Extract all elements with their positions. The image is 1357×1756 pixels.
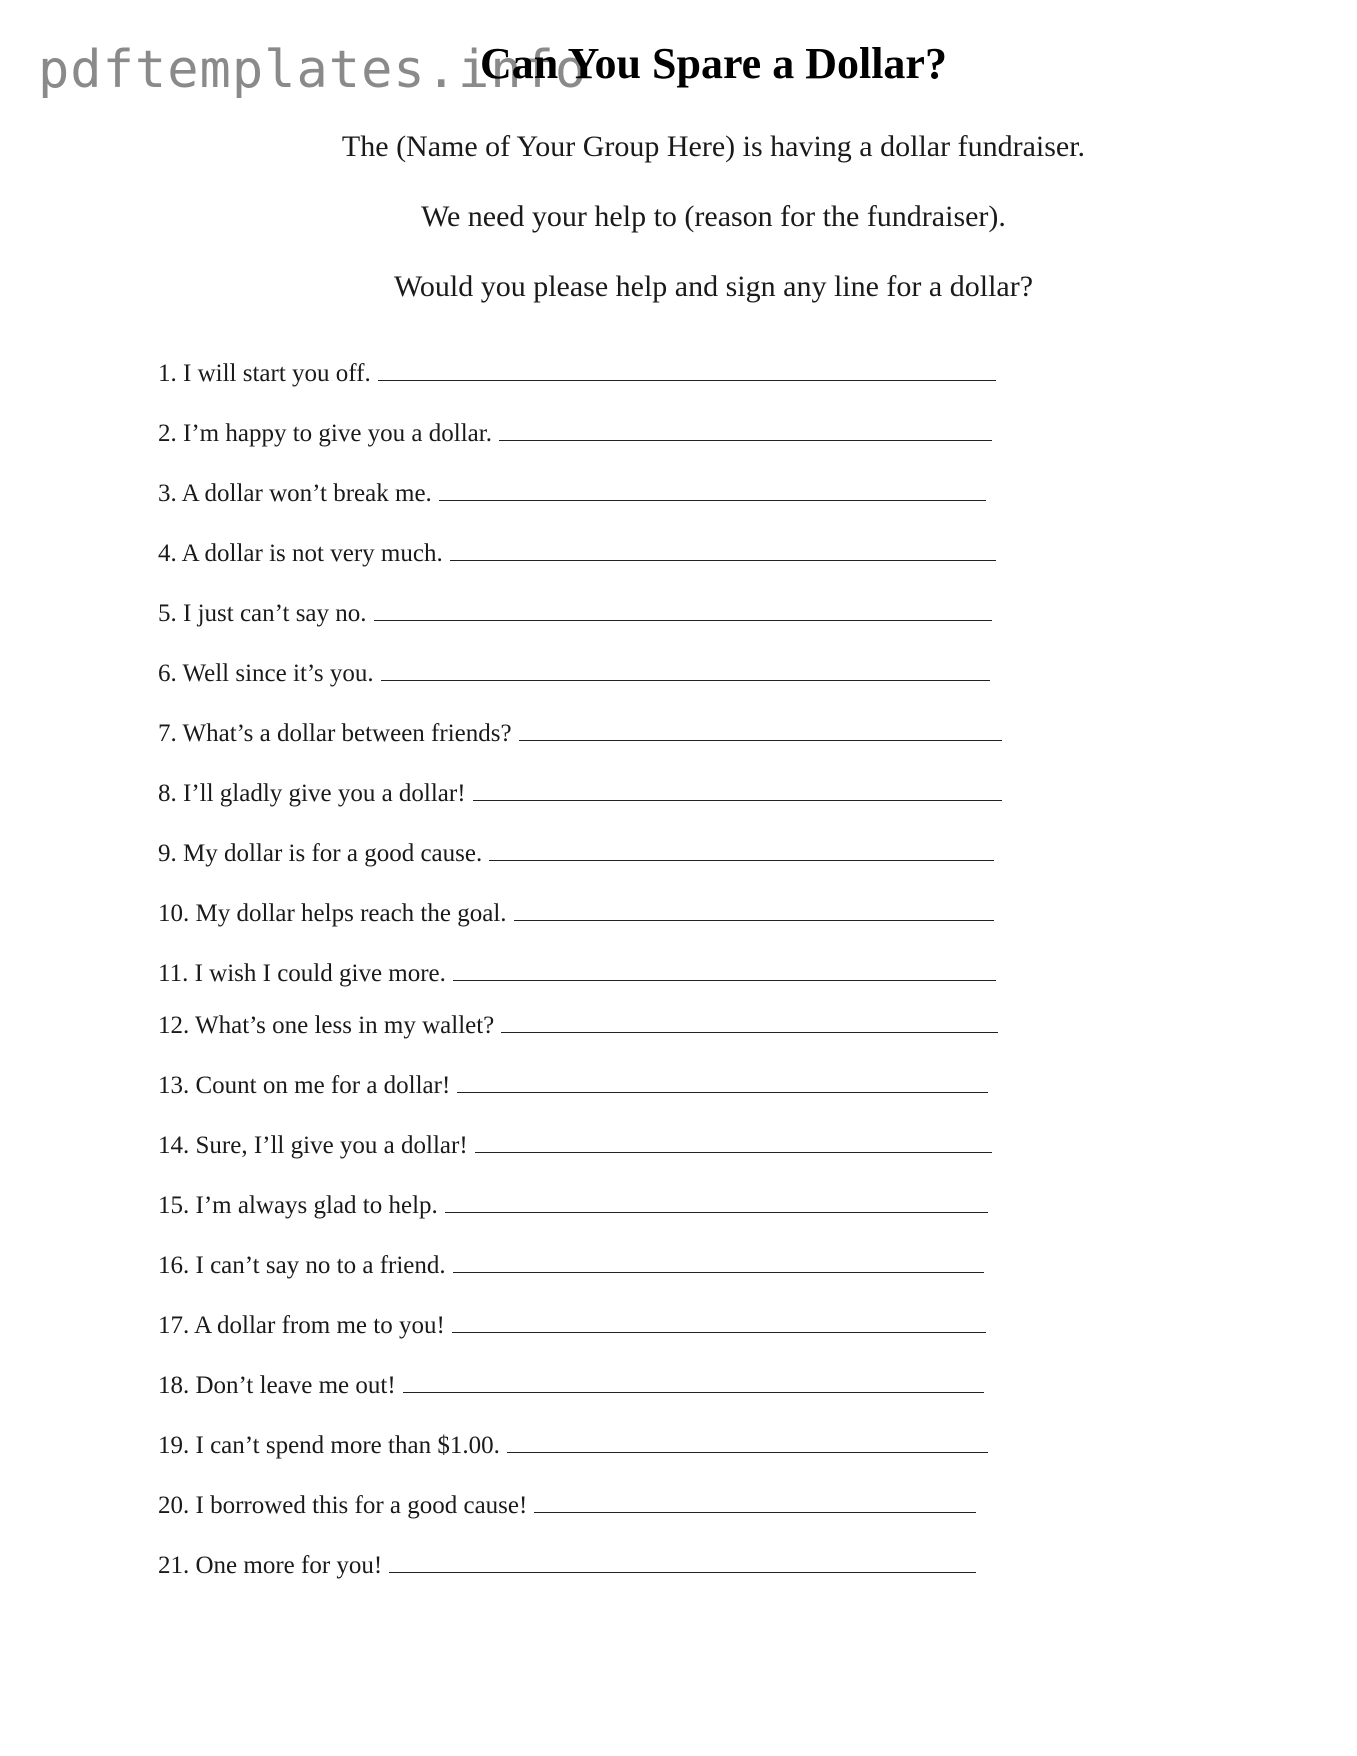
signature-line-label: 11. I wish I could give more.: [158, 960, 446, 987]
signature-blank[interactable]: [453, 979, 996, 981]
signature-line: [158, 1492, 976, 1520]
signature-line-label: 10. My dollar helps reach the goal.: [158, 900, 507, 927]
intro-text: [0, 112, 1357, 322]
signature-line: [158, 540, 996, 568]
signature-line: [158, 1072, 988, 1100]
watermark: pdftemplates.info: [38, 40, 588, 100]
signature-blank[interactable]: [403, 1391, 984, 1393]
signature-blank[interactable]: [501, 1031, 998, 1033]
signature-line: [158, 1552, 976, 1580]
signature-blank[interactable]: [445, 1211, 988, 1213]
signature-line-label: 2. I’m happy to give you a dollar.: [158, 420, 492, 447]
signature-line-label: 7. What’s a dollar between friends?: [158, 720, 512, 747]
signature-blank[interactable]: [389, 1571, 976, 1573]
signature-line: [158, 600, 992, 628]
signature-line-label: 9. My dollar is for a good cause.: [158, 840, 483, 867]
signature-blank[interactable]: [519, 739, 1002, 741]
signature-blank[interactable]: [439, 499, 986, 501]
signature-line-label: 1. I will start you off.: [158, 360, 371, 387]
signature-blank[interactable]: [489, 859, 994, 861]
signature-blank[interactable]: [450, 559, 996, 561]
intro-line-request: Would you please help and sign any line for a dollar?: [393, 270, 1034, 303]
signature-line: [158, 660, 990, 688]
signature-line: [158, 1372, 984, 1400]
signature-line: [158, 720, 1002, 748]
signature-blank[interactable]: [499, 439, 992, 441]
signature-line: [158, 1432, 988, 1460]
signature-line-label: 13. Count on me for a dollar!: [158, 1072, 451, 1099]
signature-line: [158, 480, 986, 508]
signature-line: [158, 840, 994, 868]
signature-blank[interactable]: [453, 1271, 984, 1273]
signature-line-label: 14. Sure, I’ll give you a dollar!: [158, 1132, 468, 1159]
signature-line-label: 5. I just can’t say no.: [158, 600, 367, 627]
signature-line: [158, 420, 992, 448]
signature-blank[interactable]: [514, 919, 994, 921]
signature-line-label: 6. Well since it’s you.: [158, 660, 374, 687]
signature-line: [158, 1312, 986, 1340]
signature-blank[interactable]: [374, 619, 992, 621]
signature-line-label: 16. I can’t say no to a friend.: [158, 1252, 446, 1279]
signature-line-label: 15. I’m always glad to help.: [158, 1192, 438, 1219]
intro-line-group: The (Name of Your Group Here) is having a dollar fundraiser.: [341, 130, 1086, 163]
signature-line: [158, 780, 1002, 808]
signature-line-label: 3. A dollar won’t break me.: [158, 480, 432, 507]
signature-line-label: 18. Don’t leave me out!: [158, 1372, 396, 1399]
signature-line-label: 19. I can’t spend more than $1.00.: [158, 1432, 500, 1459]
signature-line-label: 12. What’s one less in my wallet?: [158, 1012, 495, 1039]
signature-line: [158, 1192, 988, 1220]
signature-line-label: 21. One more for you!: [158, 1552, 383, 1579]
signature-line: [158, 1012, 998, 1040]
signature-line: [158, 1132, 992, 1160]
signature-blank[interactable]: [507, 1451, 988, 1453]
signature-line: [158, 960, 996, 988]
signature-line-label: 4. A dollar is not very much.: [158, 540, 443, 567]
signature-line: [158, 1252, 984, 1280]
signature-blank[interactable]: [381, 679, 990, 681]
signature-blank[interactable]: [452, 1331, 986, 1333]
signature-line: [158, 900, 994, 928]
signature-line-label: 20. I borrowed this for a good cause!: [158, 1492, 528, 1519]
page-title: Can You Spare a Dollar?: [480, 39, 947, 88]
signature-line: [158, 360, 996, 388]
signature-line-label: 17. A dollar from me to you!: [158, 1312, 445, 1339]
signature-blank[interactable]: [473, 799, 1002, 801]
intro-line-reason: We need your help to (reason for the fundraiser).: [421, 200, 1006, 233]
signature-blank[interactable]: [378, 379, 996, 381]
signature-blank[interactable]: [534, 1511, 976, 1513]
signature-blank[interactable]: [475, 1151, 992, 1153]
signature-blank[interactable]: [457, 1091, 988, 1093]
signature-line-label: 8. I’ll gladly give you a dollar!: [158, 780, 466, 807]
